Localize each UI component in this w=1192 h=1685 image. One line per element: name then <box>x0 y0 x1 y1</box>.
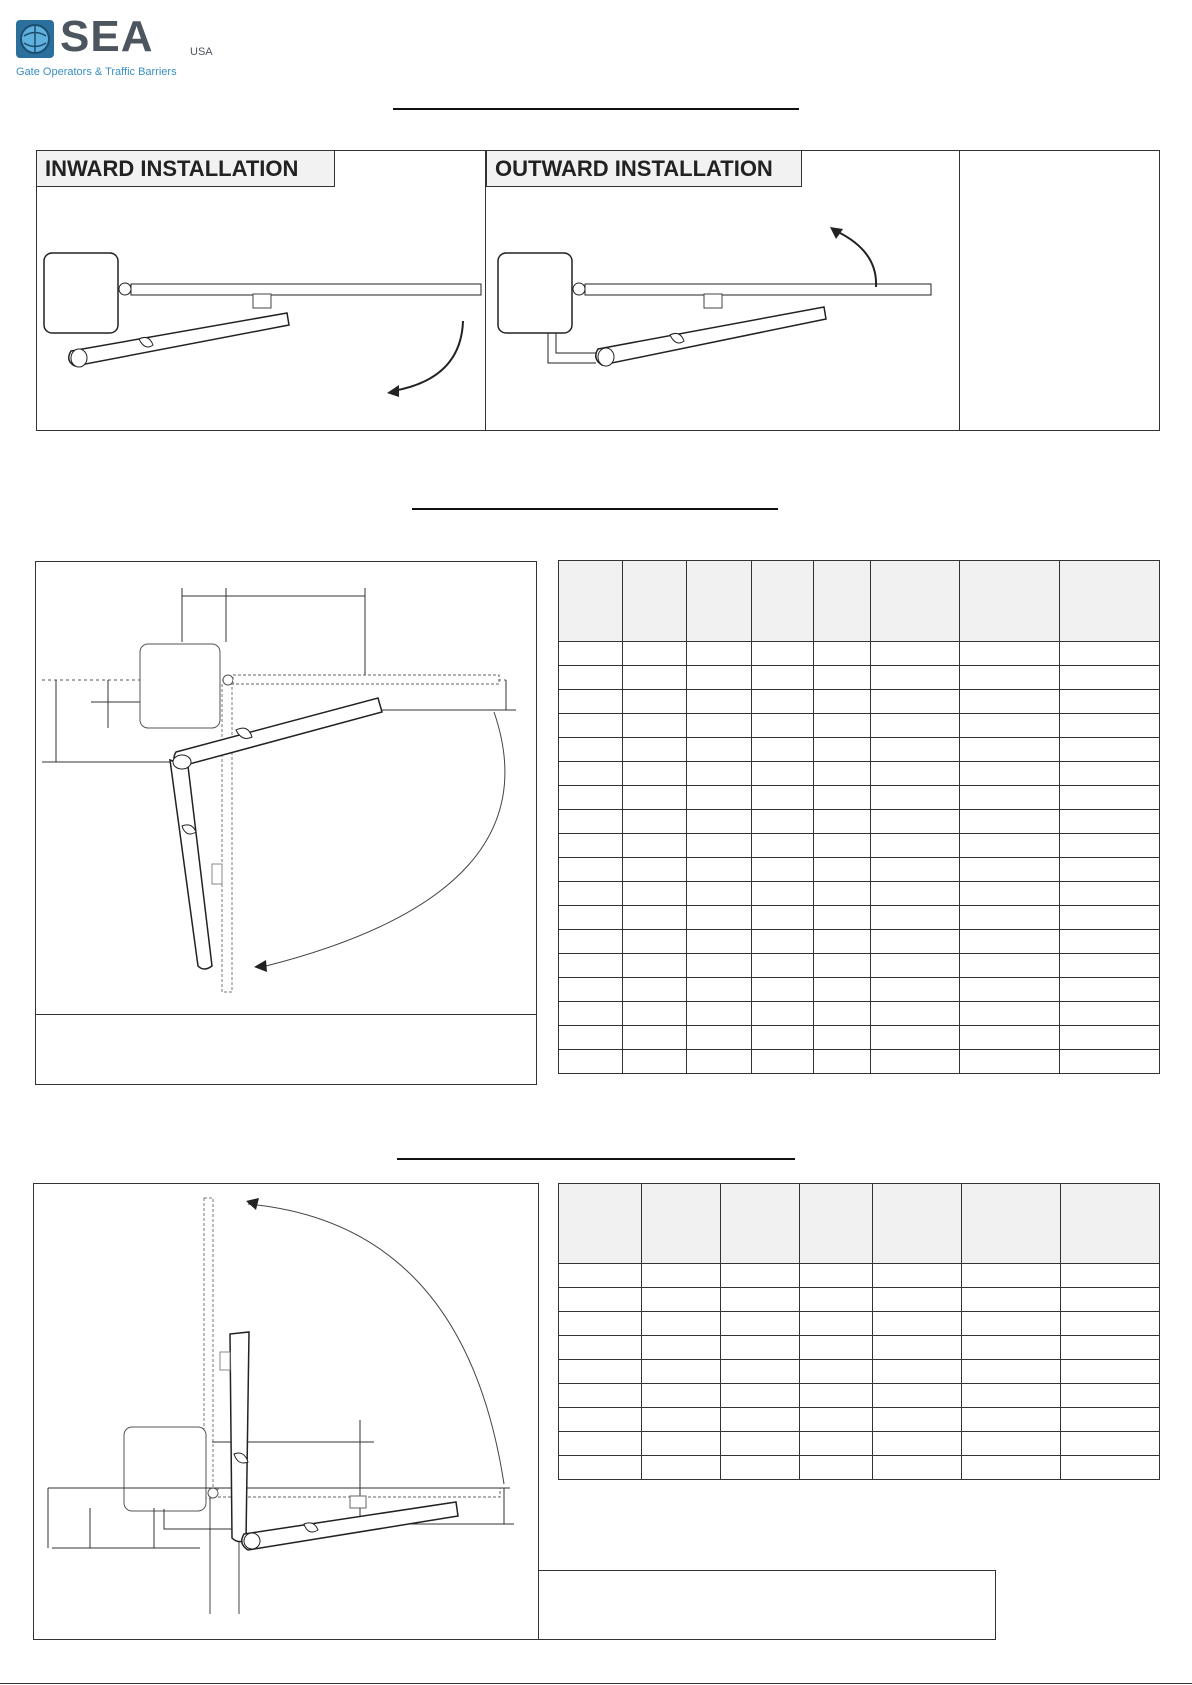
header-cell <box>814 561 871 642</box>
header-cell <box>960 561 1060 642</box>
logo-tagline: Gate Operators & Traffic Barriers <box>16 66 177 78</box>
header-cell <box>721 1184 800 1264</box>
title-rule-top <box>393 108 799 110</box>
table-row <box>559 762 1160 786</box>
header-cell <box>1061 1184 1160 1264</box>
table-row <box>559 954 1160 978</box>
header-cell <box>800 1184 873 1264</box>
section-rule-inward <box>412 508 778 510</box>
header-cell <box>962 1184 1061 1264</box>
table-row <box>559 1408 1160 1432</box>
logo-suffix: USA <box>190 46 213 58</box>
logo-text: SEA <box>60 12 154 61</box>
table-row <box>559 810 1160 834</box>
table-row <box>559 930 1160 954</box>
inward-notes-divider <box>36 1014 536 1015</box>
table-row <box>559 882 1160 906</box>
table-header-row <box>559 561 1160 642</box>
inward-dimension-table <box>558 560 1160 1074</box>
table-row <box>559 978 1160 1002</box>
table-row <box>559 1312 1160 1336</box>
header-cell <box>871 561 960 642</box>
header-cell <box>873 1184 962 1264</box>
outward-installation-label: OUTWARD INSTALLATION <box>486 151 802 187</box>
table-row <box>559 666 1160 690</box>
inward-dimension-panel <box>35 561 537 1085</box>
logo <box>16 12 226 80</box>
header-cell <box>559 561 623 642</box>
table-row <box>559 714 1160 738</box>
header-cell <box>559 1184 642 1264</box>
table-row <box>559 642 1160 666</box>
table-row <box>559 858 1160 882</box>
inward-installation-drawing <box>37 191 485 431</box>
page-bottom-rule <box>0 1683 1192 1684</box>
table-row <box>559 1432 1160 1456</box>
table-row <box>559 906 1160 930</box>
outward-dimension-panel <box>33 1183 539 1640</box>
globe-icon <box>16 20 54 58</box>
table-row <box>559 1336 1160 1360</box>
table-row <box>559 690 1160 714</box>
header-cell <box>752 561 814 642</box>
panel-divider-2 <box>959 151 960 430</box>
section-rule-outward <box>397 1158 795 1160</box>
table-row <box>559 1288 1160 1312</box>
table-row <box>559 786 1160 810</box>
table-row <box>559 1456 1160 1480</box>
header-cell <box>687 561 752 642</box>
header-cell <box>623 561 687 642</box>
installation-panel <box>36 150 1160 431</box>
table-row <box>559 1026 1160 1050</box>
table-row <box>559 1360 1160 1384</box>
outward-dimension-table <box>558 1183 1160 1480</box>
table-row <box>559 1264 1160 1288</box>
table-row <box>559 834 1160 858</box>
table-header-row <box>559 1184 1160 1264</box>
outward-dimension-drawing <box>34 1184 538 1639</box>
table-row <box>559 1384 1160 1408</box>
table-row <box>559 1002 1160 1026</box>
header-cell <box>642 1184 721 1264</box>
header-cell <box>1060 561 1160 642</box>
table-row <box>559 738 1160 762</box>
table-row <box>559 1050 1160 1074</box>
outward-installation-drawing <box>486 191 958 431</box>
inward-dimension-drawing <box>36 562 536 1012</box>
outward-notes-box <box>538 1570 996 1640</box>
inward-installation-label: INWARD INSTALLATION <box>37 151 335 187</box>
